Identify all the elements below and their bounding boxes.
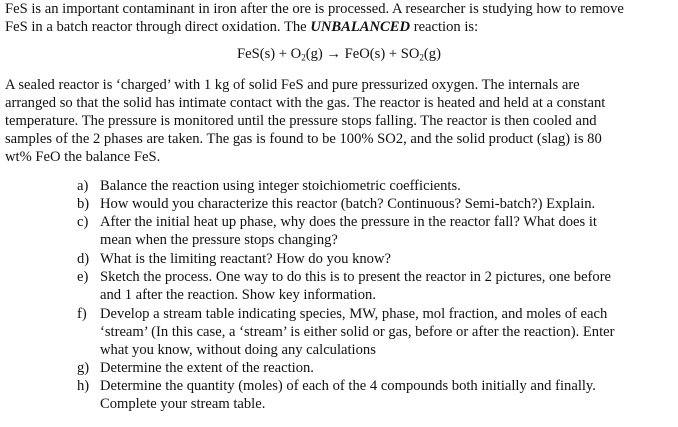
question-h-letter: h) (77, 378, 90, 394)
equation-products: (g) → FeO(s) + SO (305, 46, 420, 62)
question-f-letter: f) (77, 306, 87, 322)
paragraph-line-2: arranged so that the solid has intimate contact with the gas. The reactor is heated and held at a constant (5, 95, 606, 111)
question-c-letter: c) (77, 214, 89, 230)
paragraph-line-4: samples of the 2 phases are taken. The gas is found to be 100% SO2, and the solid product (slag) is 80 (5, 131, 602, 147)
question-b-letter: b) (77, 196, 90, 212)
unbalanced-emphasis: UNBALANCED (310, 19, 411, 35)
intro-line-2-end: reaction is: (410, 19, 479, 35)
question-d-line-1: What is the limiting reactant? How do you know? (100, 251, 391, 267)
question-e-letter: e) (77, 269, 89, 285)
question-h-line-2: Complete your stream table. (100, 396, 266, 412)
question-b-line-1: How would you characterize this reactor (batch? Continuous? Semi-batch?) Explain. (100, 196, 596, 212)
paragraph-line-5: wt% FeO the balance FeS. (5, 149, 161, 165)
question-a-letter: a) (77, 178, 89, 194)
question-g-line-1: Determine the extent of the reaction. (100, 360, 314, 376)
question-c-line-1: After the initial heat up phase, why does the pressure in the reactor fall? What does it (100, 214, 597, 230)
question-g-letter: g) (77, 360, 90, 376)
reaction-equation (0, 45, 678, 63)
paragraph-line-1: A sealed reactor is ‘charged’ with 1 kg of solid FeS and pure pressurized oxygen. The internals are (5, 77, 580, 93)
question-f-line-2: ‘stream’ (In this case, a ‘stream’ is either solid or gas, before or after the reaction). Enter (100, 324, 615, 340)
question-e-line-1: Sketch the process. One way to do this is to present the reactor in 2 pictures, one before (100, 269, 612, 285)
question-f-line-3: what you know, without doing any calculations (100, 342, 376, 358)
question-d-letter: d) (77, 251, 90, 267)
question-c-line-2: mean when the pressure stops changing? (100, 232, 338, 248)
o2-subscript: 2 (301, 52, 306, 63)
equation-so2-phase: (g) (423, 46, 441, 62)
so2-subscript: 2 (419, 52, 424, 63)
equation-reactants: FeS(s) + O (237, 46, 302, 62)
paragraph-line-3: temperature. The pressure is monitored until the pressure stops falling. The reactor is then cooled and (5, 113, 597, 129)
question-h-line-1: Determine the quantity (moles) of each of the 4 compounds both initially and finally. (100, 378, 596, 394)
intro-line-2 (5, 18, 478, 36)
intro-line-2-start: FeS in a batch reactor through direct oxidation. The (5, 19, 311, 35)
intro-line-1: FeS is an important contaminant in iron after the ore is processed. A researcher is studying how to remove (5, 1, 624, 17)
question-e-line-2: and 1 after the reaction. Show key information. (100, 287, 376, 303)
question-f-line-1: Develop a stream table indicating species, MW, phase, mol fraction, and moles of each (100, 306, 608, 322)
question-a-line-1: Balance the reaction using integer stoichiometric coefficients. (100, 178, 461, 194)
